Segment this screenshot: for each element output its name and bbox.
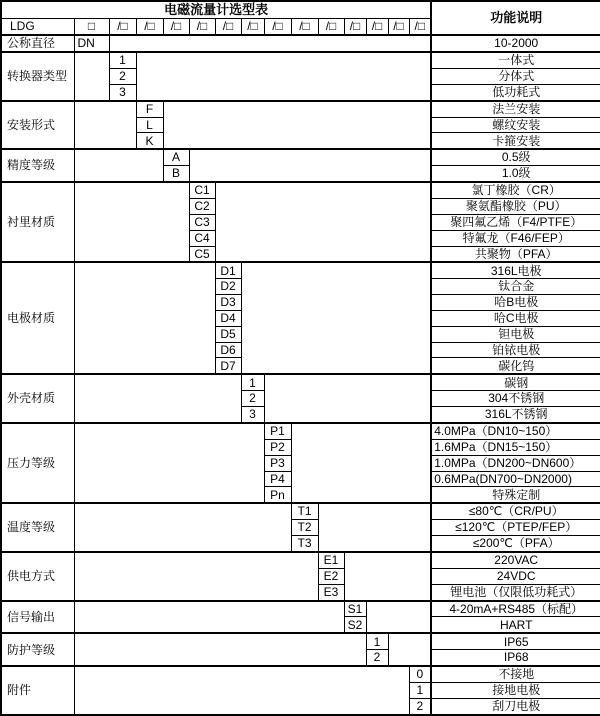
spacer	[189, 149, 431, 182]
spacer	[241, 262, 431, 374]
section-label: 公称直径	[1, 35, 74, 52]
spacer	[74, 262, 215, 374]
model-code-slot: /□	[109, 19, 136, 35]
desc-cell: 316L不锈钢	[431, 407, 600, 423]
spacer	[388, 633, 431, 666]
spacer	[74, 374, 241, 423]
section-label: 电极材质	[1, 262, 74, 374]
desc-cell: 10-2000	[431, 35, 600, 52]
code-cell: P2	[264, 439, 291, 455]
table-title: 电磁流量计选型表	[1, 1, 431, 19]
spacer	[74, 149, 163, 182]
code-cell: C2	[189, 199, 215, 215]
spacer	[163, 101, 431, 150]
desc-cell: 共聚物（PFA）	[431, 246, 600, 262]
model-code-slot: /□	[241, 19, 264, 35]
desc-cell: 碳化钨	[431, 358, 600, 374]
model-code-slot: /□	[136, 19, 163, 35]
code-cell: 2	[109, 68, 136, 84]
desc-cell: 不接地	[431, 666, 600, 682]
model-code-slot: /□	[189, 19, 215, 35]
code-cell: 3	[241, 407, 264, 423]
section-label: 转换器类型	[1, 52, 74, 101]
spacer	[366, 601, 431, 634]
model-code-slot: /□	[291, 19, 318, 35]
desc-cell: 1.6MPa（DN15~150）	[431, 439, 600, 455]
desc-cell: 钽电极	[431, 326, 600, 342]
model-prefix: LDG	[1, 19, 74, 35]
desc-cell: 0.5级	[431, 149, 600, 165]
code-cell: 2	[409, 698, 431, 715]
code-cell: C4	[189, 230, 215, 246]
section-label: 信号输出	[1, 601, 74, 634]
desc-cell: 220VAC	[431, 552, 600, 568]
function-column-header: 功能说明	[431, 1, 600, 35]
code-cell: 1	[409, 683, 431, 699]
model-code-slot: /□	[409, 19, 431, 35]
code-cell: C1	[189, 182, 215, 198]
section-label: 压力等级	[1, 423, 74, 503]
code-cell: 3	[109, 84, 136, 100]
spacer	[344, 552, 431, 601]
code-cell: D4	[215, 310, 241, 326]
code-cell: 2	[241, 391, 264, 407]
desc-cell: 1.0MPa（DN200~DN600）	[431, 455, 600, 471]
model-code-slot: /□	[388, 19, 409, 35]
section-label: 安装形式	[1, 101, 74, 150]
desc-cell: 接地电极	[431, 683, 600, 699]
desc-cell: IP68	[431, 650, 600, 666]
code-cell: D6	[215, 342, 241, 358]
code-cell: E3	[318, 584, 344, 600]
section-label: 外壳材质	[1, 374, 74, 423]
section-label: 防护等级	[1, 633, 74, 666]
spacer	[74, 182, 189, 262]
code-cell: 1	[241, 374, 264, 390]
code-cell: P3	[264, 455, 291, 471]
code-cell: F	[136, 101, 163, 117]
section-label: 供电方式	[1, 552, 74, 601]
desc-cell: 钛合金	[431, 279, 600, 295]
desc-cell: 4-20mA+RS485（标配）	[431, 601, 600, 617]
code-cell: A	[163, 149, 189, 165]
desc-cell: ≤80℃（CR/PU）	[431, 503, 600, 519]
code-cell: 0	[409, 666, 431, 682]
code-cell: D2	[215, 279, 241, 295]
desc-cell: 碳钢	[431, 374, 600, 390]
desc-cell: 锂电池（仅限低功耗式）	[431, 584, 600, 600]
desc-cell: ≤120℃（PTEP/FEP）	[431, 520, 600, 536]
spacer	[215, 182, 431, 262]
code-cell: DN	[74, 35, 109, 52]
desc-cell: 24VDC	[431, 568, 600, 584]
code-cell: L	[136, 117, 163, 133]
desc-cell: 304不锈钢	[431, 391, 600, 407]
spacer	[74, 52, 109, 101]
desc-cell: 316L电极	[431, 262, 600, 278]
code-cell: D7	[215, 358, 241, 374]
model-code-slot: /□	[215, 19, 241, 35]
code-cell: K	[136, 133, 163, 149]
desc-cell: 分体式	[431, 68, 600, 84]
code-cell: Pn	[264, 487, 291, 503]
code-cell: T3	[291, 536, 318, 552]
code-cell: E2	[318, 568, 344, 584]
code-cell: 2	[366, 650, 388, 666]
desc-cell: 1.0级	[431, 166, 600, 182]
spacer	[74, 633, 366, 666]
spacer	[136, 52, 431, 101]
spacer	[74, 666, 409, 715]
model-code-slot: /□	[163, 19, 189, 35]
code-cell: 1	[109, 52, 136, 68]
desc-cell: 哈B电极	[431, 295, 600, 311]
code-cell: S2	[344, 617, 366, 633]
spacer	[74, 601, 344, 634]
desc-cell: 螺纹安装	[431, 117, 600, 133]
desc-cell: 0.6MPa(DN700~DN2000)	[431, 471, 600, 487]
model-code-slot: /□	[344, 19, 366, 35]
model-code-slot: /□	[264, 19, 291, 35]
code-cell: D1	[215, 262, 241, 278]
desc-cell: 卡箍安装	[431, 133, 600, 149]
desc-cell: 铂铱电极	[431, 342, 600, 358]
spacer	[318, 503, 431, 552]
code-cell: C3	[189, 214, 215, 230]
desc-cell: IP65	[431, 633, 600, 649]
desc-cell: 特殊定制	[431, 487, 600, 503]
desc-cell: 刮刀电极	[431, 698, 600, 715]
code-cell: P4	[264, 471, 291, 487]
section-label: 精度等级	[1, 149, 74, 182]
spacer	[291, 423, 431, 503]
desc-cell: 低功耗式	[431, 84, 600, 100]
desc-cell: 氯丁橡胶（CR）	[431, 182, 600, 198]
desc-cell: 法兰安装	[431, 101, 600, 117]
desc-cell: HART	[431, 617, 600, 633]
section-label: 温度等级	[1, 503, 74, 552]
code-cell: D5	[215, 326, 241, 342]
spacer	[74, 503, 291, 552]
spacer	[264, 374, 431, 423]
code-cell: B	[163, 166, 189, 182]
code-cell: P1	[264, 423, 291, 439]
section-label: 衬里材质	[1, 182, 74, 262]
spacer	[74, 101, 136, 150]
spacer	[109, 35, 431, 52]
code-cell: D3	[215, 295, 241, 311]
model-code-box: □	[74, 19, 109, 35]
desc-cell: 哈C电极	[431, 310, 600, 326]
model-code-slot: /□	[318, 19, 344, 35]
model-code-slot: /□	[366, 19, 388, 35]
desc-cell: ≤200℃（PFA）	[431, 536, 600, 552]
code-cell: T2	[291, 520, 318, 536]
code-cell: E1	[318, 552, 344, 568]
code-cell: 1	[366, 633, 388, 649]
code-cell: T1	[291, 503, 318, 519]
desc-cell: 特氟龙（F46/FEP）	[431, 230, 600, 246]
desc-cell: 聚四氟乙烯（F4/PTFE）	[431, 214, 600, 230]
desc-cell: 4.0MPa（DN10~150）	[431, 423, 600, 439]
section-label: 附件	[1, 666, 74, 715]
desc-cell: 一体式	[431, 52, 600, 68]
code-cell: S1	[344, 601, 366, 617]
spacer	[74, 423, 264, 503]
code-cell: C5	[189, 246, 215, 262]
spacer	[74, 552, 318, 601]
desc-cell: 聚氨酯橡胶（PU）	[431, 199, 600, 215]
